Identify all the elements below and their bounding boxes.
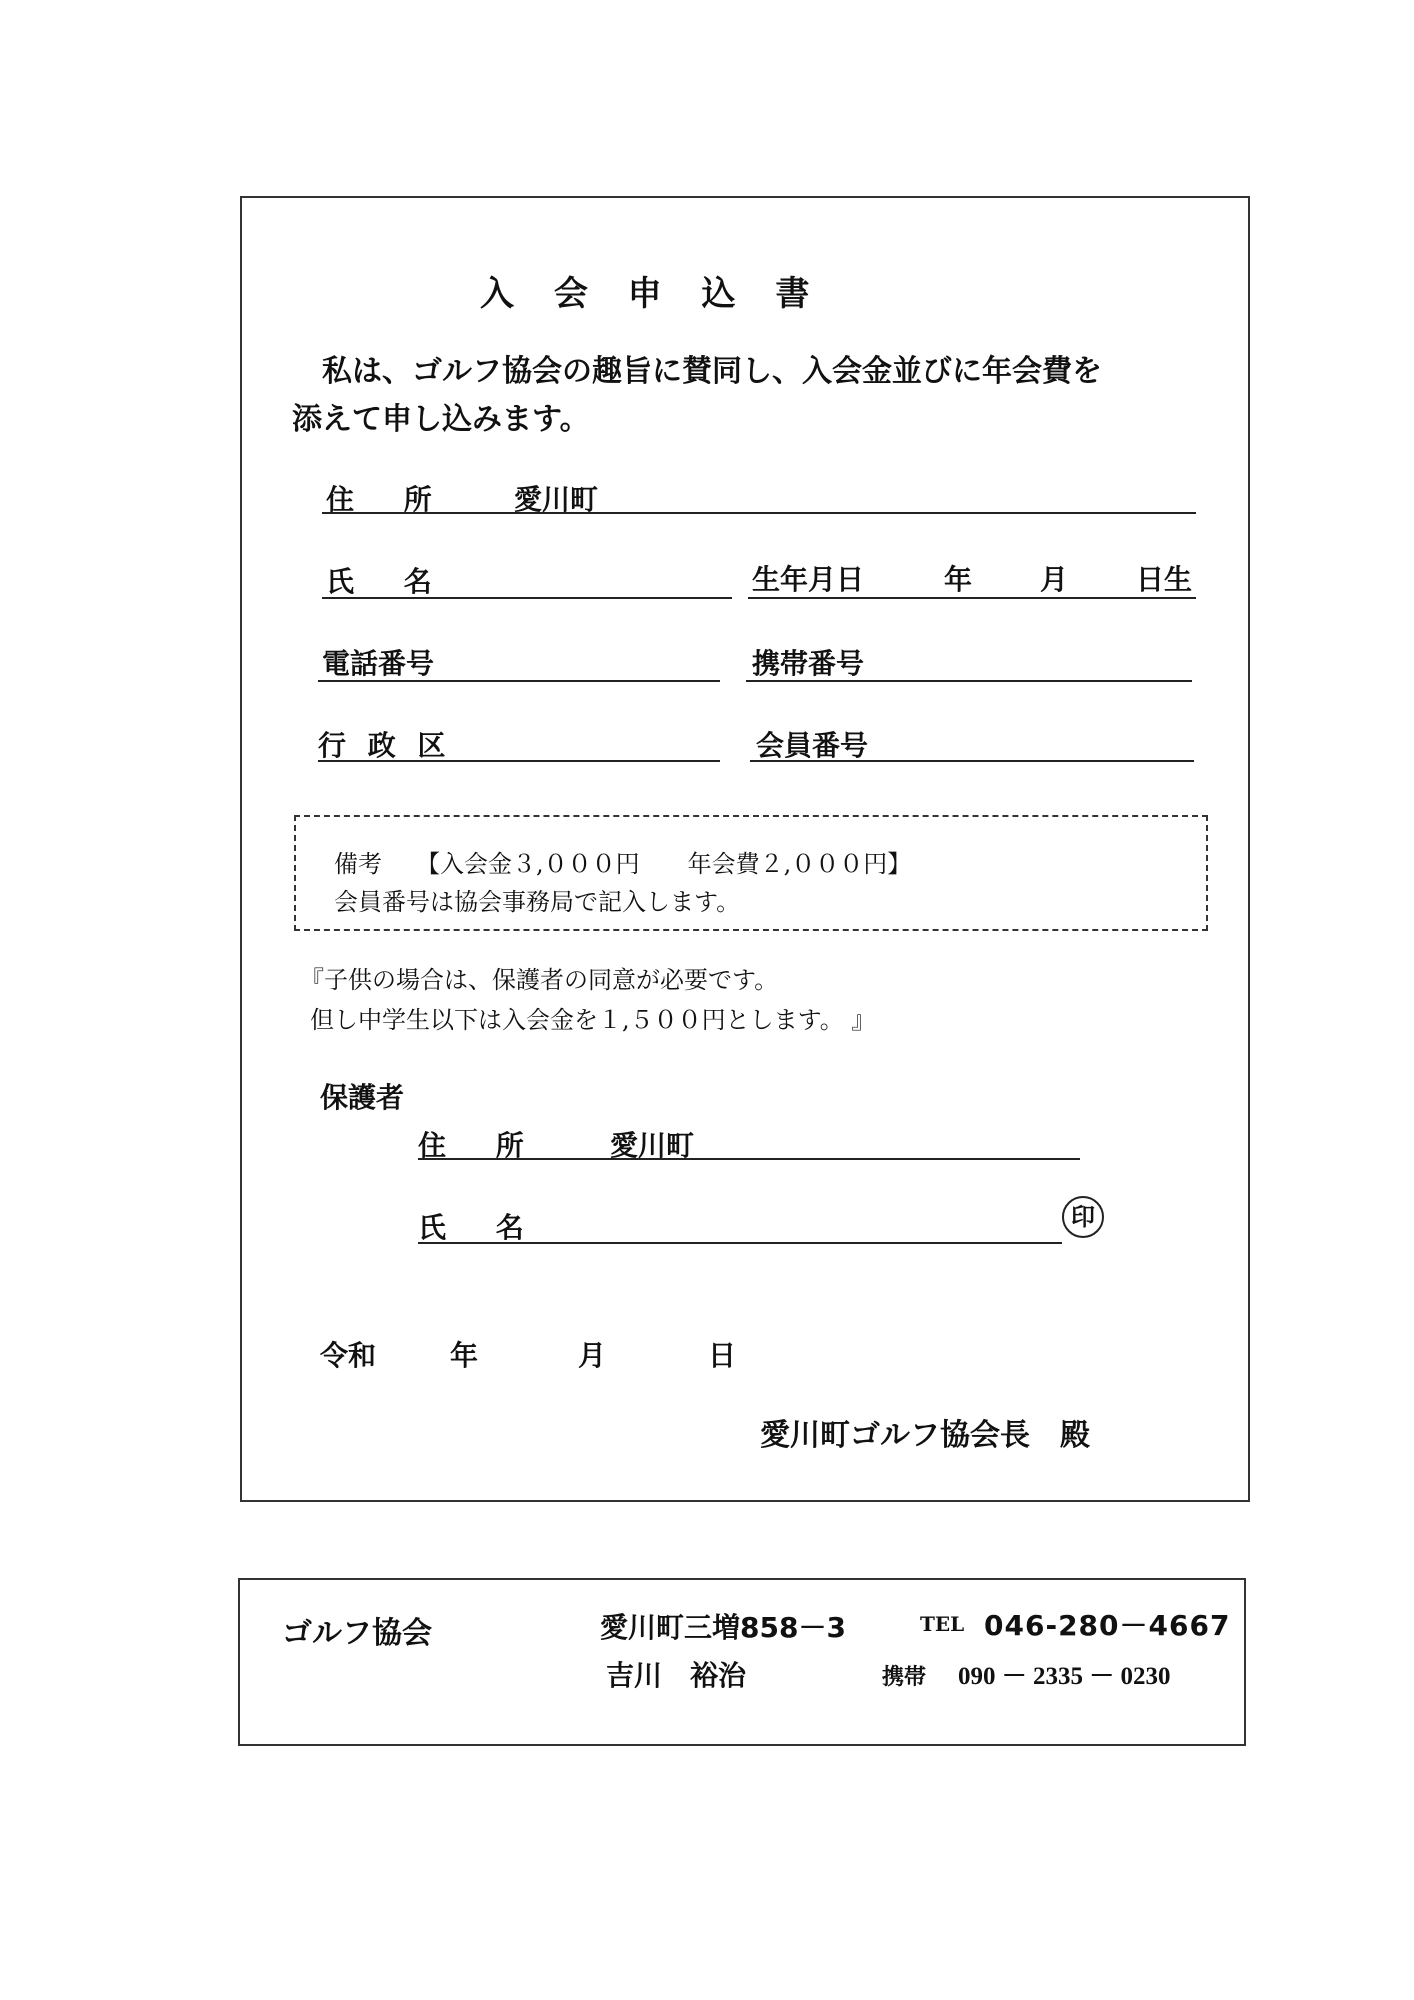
address-label: 住 所 <box>326 483 452 516</box>
birth-label: 生年月日 <box>752 563 865 596</box>
intro-line-1: 私は、ゴルフ協会の趣旨に賛同し、入会金並びに年会費を <box>322 354 1102 389</box>
birth-year: 年 <box>944 563 973 596</box>
name-line[interactable] <box>322 597 732 599</box>
guardian-name-line[interactable] <box>418 1242 1062 1244</box>
remarks-line-2: 会員番号は協会事務局で記入します。 <box>334 888 741 916</box>
intro-line-2: 添えて申し込みます。 <box>292 402 590 437</box>
contact-address: 愛川町三増858－3 <box>600 1611 846 1644</box>
district-line[interactable] <box>318 760 720 762</box>
addressee: 愛川町ゴルフ協会長 殿 <box>760 1418 1090 1453</box>
date-year: 年 <box>450 1339 479 1372</box>
birth-month: 月 <box>1040 563 1069 596</box>
date-era: 令和 <box>320 1339 377 1372</box>
remarks-prefix: 備考 <box>334 850 382 878</box>
date-month: 月 <box>578 1339 607 1372</box>
mobile-line[interactable] <box>746 680 1192 682</box>
child-note-line-1: 『子供の場合は、保護者の同意が必要です。 <box>300 966 779 994</box>
phone-line[interactable] <box>318 680 720 682</box>
guardian-address-line[interactable] <box>418 1158 1080 1160</box>
contact-person: 吉川 裕治 <box>606 1659 747 1692</box>
phone-label: 電話番号 <box>322 647 435 680</box>
tel-number: 046-280－4667 <box>984 1609 1231 1642</box>
remarks-fees: 【入会金３,０００円 年会費２,０００円】 <box>416 850 912 878</box>
guardian-heading: 保護者 <box>320 1081 405 1114</box>
address-value: 愛川町 <box>514 483 599 516</box>
guardian-address-label: 住 所 <box>418 1129 544 1162</box>
date-day: 日 <box>708 1339 737 1372</box>
mobile-contact-label: 携帯 <box>882 1664 927 1690</box>
address-line[interactable] <box>322 512 1196 514</box>
child-note-line-2: 但し中学生以下は入会金を１,５００円とします。 』 <box>310 1006 876 1034</box>
mobile-label: 携帯番号 <box>752 647 865 680</box>
tel-label: TEL <box>920 1612 965 1636</box>
birth-day: 日生 <box>1136 563 1193 596</box>
guardian-name-label: 氏 名 <box>418 1211 544 1244</box>
member-no-label: 会員番号 <box>756 729 869 762</box>
guardian-address-value: 愛川町 <box>610 1129 695 1162</box>
member-no-line[interactable] <box>750 760 1194 762</box>
form-title: 入 会 申 込 書 <box>480 274 824 314</box>
name-label: 氏 名 <box>326 565 452 598</box>
contact-org: ゴルフ協会 <box>282 1616 432 1651</box>
birth-line[interactable] <box>748 597 1196 599</box>
mobile-contact-number: 090 － 2335 － 0230 <box>958 1663 1171 1690</box>
seal-mark: 印 <box>1062 1196 1104 1238</box>
district-label: 行 政 区 <box>318 729 452 762</box>
